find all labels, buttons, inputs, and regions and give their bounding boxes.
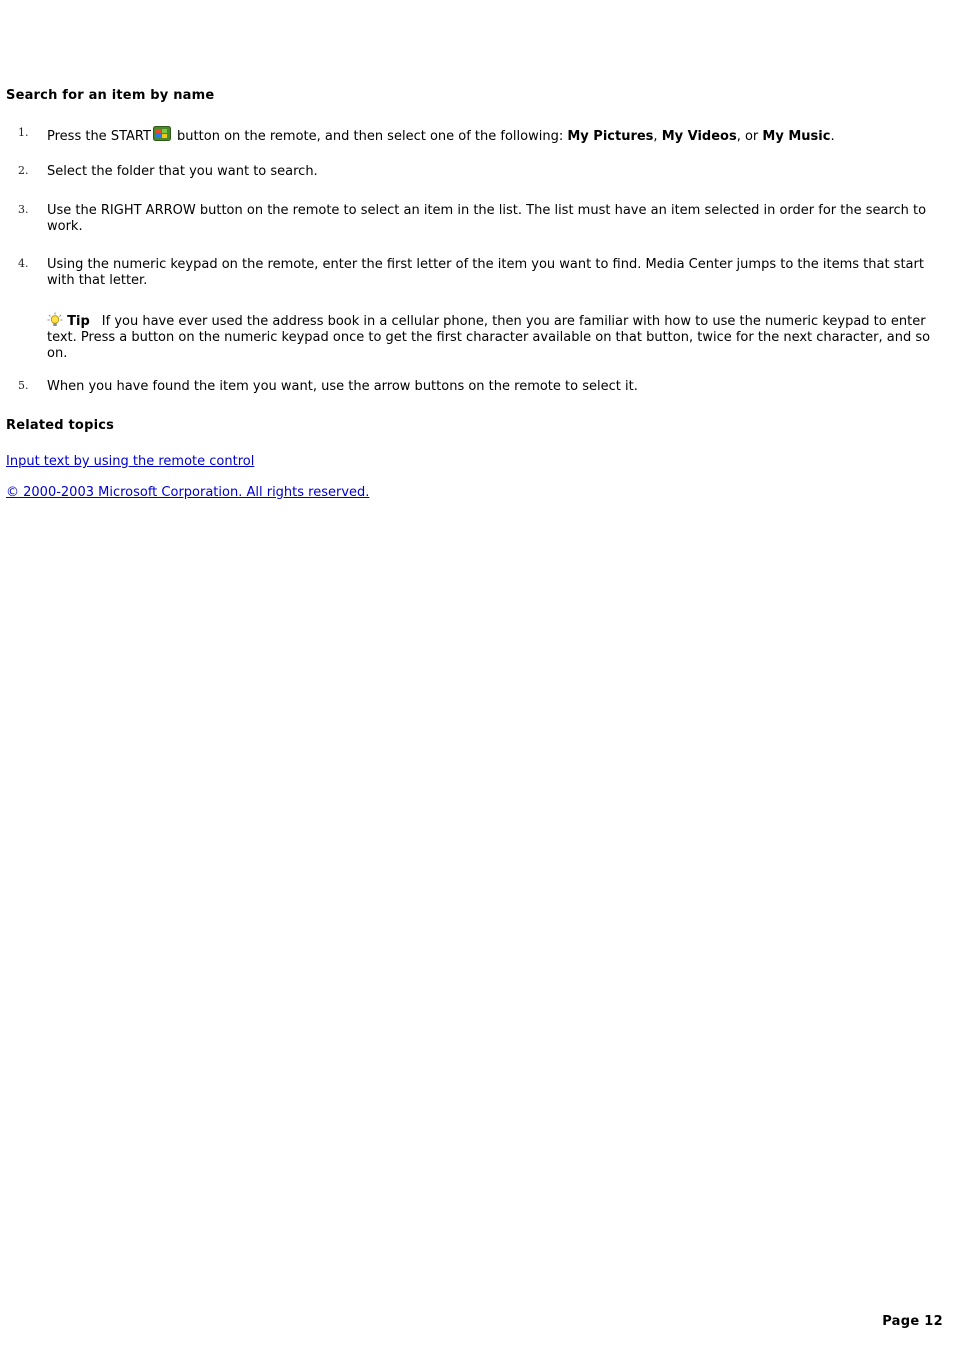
step-text: When you have found the item you want, use the arrow buttons on the remote to select it.	[47, 379, 638, 394]
link-copyright[interactable]: © 2000-2003 Microsoft Corporation. All rights reserved.	[6, 485, 370, 500]
step-text: Select the folder that you want to search.	[47, 164, 318, 179]
start-button-icon	[153, 126, 171, 141]
step-text: Use the RIGHT ARROW button on the remote to select an item in the list. The list must have an item selected in order for the search to work.	[47, 203, 927, 234]
step-text: Press the START button on the remote, and then select one of the following: My Pictures, My Videos, or My Music.	[47, 126, 940, 145]
step-number: 3.	[18, 203, 29, 216]
section-heading-related: Related topics	[6, 418, 115, 433]
lightbulb-icon	[47, 312, 63, 327]
step-number: 1.	[18, 126, 29, 139]
my-pictures-label: My Pictures	[567, 129, 654, 144]
step-number: 5.	[18, 379, 29, 392]
tip-text: If you have ever used the address book in a cellular phone, then you are familiar with how to use the numeric keypad to enter text. Press a button on the numeric keypad once to get the first character available on that button, twice for the next character, and so on.	[47, 314, 931, 361]
link-input-text-remote[interactable]: Input text by using the remote control	[6, 454, 255, 469]
tip-note	[47, 312, 940, 362]
step-text: Using the numeric keypad on the remote, enter the first letter of the item you want to find. Media Center jumps to the items that start with that letter.	[47, 257, 924, 288]
my-music-label: My Music	[762, 129, 831, 144]
page-number: Page 12	[882, 1314, 943, 1329]
tip-label: Tip	[67, 314, 90, 329]
step-number: 4.	[18, 257, 29, 270]
section-heading-search: Search for an item by name	[6, 88, 215, 103]
my-videos-label: My Videos	[661, 129, 737, 144]
step-number: 2.	[18, 164, 29, 177]
